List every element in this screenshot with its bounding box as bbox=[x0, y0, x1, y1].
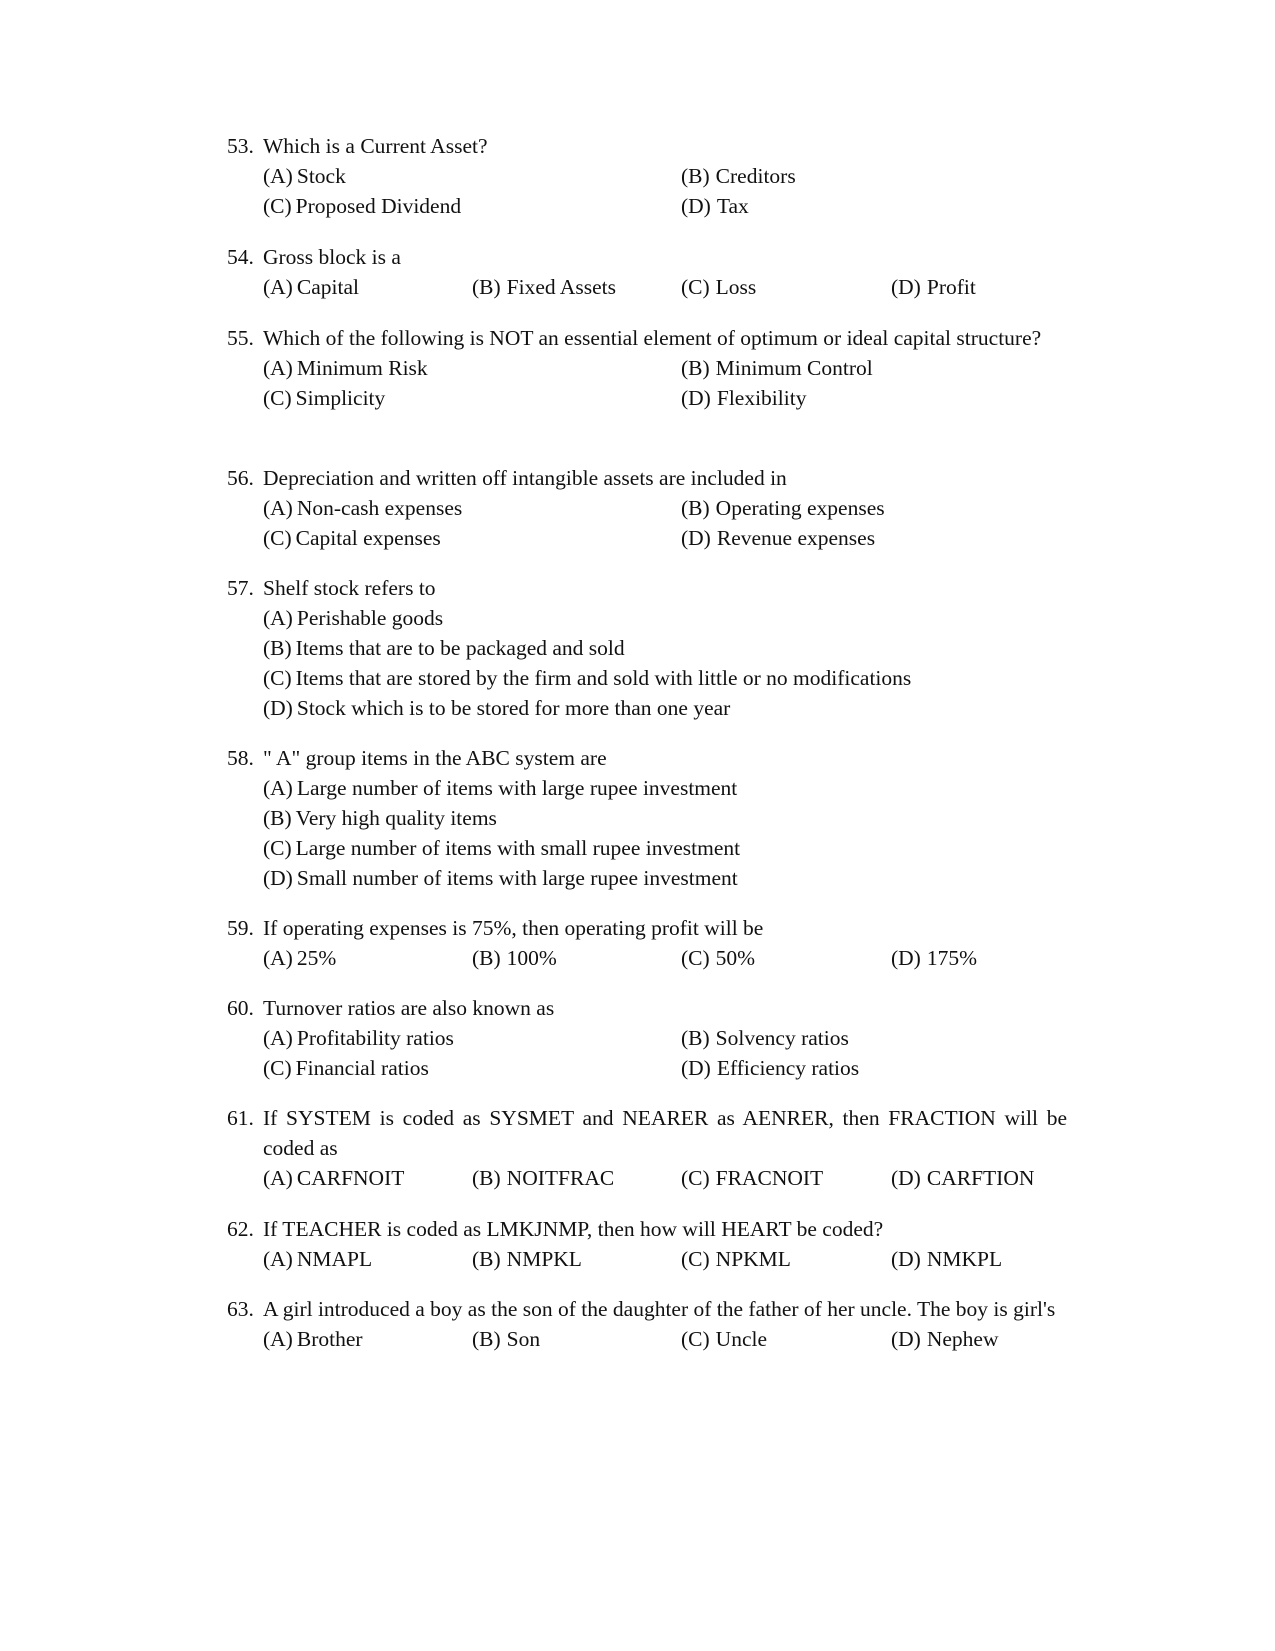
question-stem bbox=[227, 323, 1067, 353]
question-63 bbox=[227, 1294, 1067, 1354]
question-57 bbox=[227, 573, 1067, 723]
option-c bbox=[263, 523, 441, 553]
question-stem bbox=[227, 993, 1067, 1023]
option-d bbox=[681, 1053, 859, 1083]
question-58 bbox=[227, 743, 1067, 893]
option-letter: (D) bbox=[891, 1166, 921, 1190]
question-stem bbox=[227, 573, 1067, 603]
option-a bbox=[263, 353, 428, 383]
option-row bbox=[263, 663, 1067, 693]
option-d bbox=[891, 1244, 1002, 1274]
option-letter: (A) bbox=[263, 275, 293, 299]
options bbox=[263, 1163, 1067, 1193]
option-c bbox=[681, 1244, 791, 1274]
option-a bbox=[263, 1163, 404, 1193]
question-53 bbox=[227, 131, 1067, 221]
question-text: A girl introduced a boy as the son of the daughter of the father of her uncle. The boy is girl's bbox=[263, 1297, 1056, 1321]
question-text: If operating expenses is 75%, then operating profit will be bbox=[263, 916, 764, 940]
option-row bbox=[263, 1023, 1067, 1053]
option-row bbox=[263, 803, 1067, 833]
question-text: Which of the following is NOT an essential element of optimum or ideal capital structure? bbox=[263, 326, 1042, 350]
question-number: 63. bbox=[227, 1297, 254, 1321]
option-a bbox=[263, 1324, 363, 1354]
option-text: NOITFRAC bbox=[506, 1166, 615, 1190]
option-text: NMPKL bbox=[506, 1247, 582, 1271]
option-c bbox=[263, 383, 385, 413]
question-stem bbox=[227, 1294, 1067, 1324]
option-text: NPKML bbox=[715, 1247, 791, 1271]
question-59 bbox=[227, 913, 1067, 973]
option-text: Capital bbox=[296, 275, 359, 299]
option-d bbox=[263, 863, 738, 893]
option-text: Financial ratios bbox=[295, 1056, 429, 1080]
option-c bbox=[681, 1324, 767, 1354]
option-row bbox=[263, 773, 1067, 803]
option-text: Capital expenses bbox=[295, 526, 441, 550]
option-text: Brother bbox=[296, 1327, 363, 1351]
option-text: Loss bbox=[715, 275, 757, 299]
question-text: If SYSTEM is coded as SYSMET and NEARER as AENRER, then FRACTION will be coded as bbox=[263, 1106, 1067, 1160]
option-c bbox=[681, 1163, 823, 1193]
option-text: Uncle bbox=[715, 1327, 768, 1351]
question-55 bbox=[227, 323, 1067, 413]
option-letter: (C) bbox=[263, 1056, 292, 1080]
option-text: Items that are stored by the firm and sold with little or no modifications bbox=[295, 666, 912, 690]
question-text: Gross block is a bbox=[263, 245, 401, 269]
question-text: Turnover ratios are also known as bbox=[263, 996, 555, 1020]
option-text: Very high quality items bbox=[295, 806, 497, 830]
option-text: Creditors bbox=[715, 164, 796, 188]
question-number: 62. bbox=[227, 1217, 254, 1241]
option-letter: (D) bbox=[681, 386, 711, 410]
option-row bbox=[263, 693, 1067, 723]
option-letter: (B) bbox=[472, 275, 501, 299]
option-letter: (D) bbox=[681, 194, 711, 218]
option-text: Non-cash expenses bbox=[296, 496, 463, 520]
question-stem bbox=[227, 1214, 1067, 1244]
option-letter: (C) bbox=[263, 836, 292, 860]
option-text: Nephew bbox=[926, 1327, 999, 1351]
option-d bbox=[681, 523, 875, 553]
question-number: 57. bbox=[227, 576, 254, 600]
option-letter: (B) bbox=[472, 1327, 501, 1351]
option-letter: (B) bbox=[472, 1166, 501, 1190]
option-text: Perishable goods bbox=[296, 606, 444, 630]
option-b bbox=[681, 1023, 849, 1053]
options bbox=[263, 493, 1067, 553]
option-row bbox=[263, 943, 1067, 973]
option-letter: (A) bbox=[263, 356, 293, 380]
option-text: Large number of items with large rupee investment bbox=[296, 776, 738, 800]
option-c bbox=[681, 272, 756, 302]
options bbox=[263, 943, 1067, 973]
option-text: Proposed Dividend bbox=[295, 194, 462, 218]
options bbox=[263, 603, 1067, 723]
option-a bbox=[263, 1023, 454, 1053]
option-text: 175% bbox=[926, 946, 978, 970]
option-d bbox=[891, 943, 977, 973]
option-text: CARFNOIT bbox=[296, 1166, 405, 1190]
question-number: 55. bbox=[227, 326, 254, 350]
option-text: Minimum Control bbox=[715, 356, 873, 380]
option-c bbox=[263, 663, 911, 693]
option-b bbox=[681, 353, 873, 383]
option-b bbox=[472, 1163, 614, 1193]
option-text: Flexibility bbox=[716, 386, 807, 410]
option-letter: (B) bbox=[472, 1247, 501, 1271]
options bbox=[263, 161, 1067, 221]
question-text: Shelf stock refers to bbox=[263, 576, 436, 600]
option-text: Small number of items with large rupee investment bbox=[296, 866, 738, 890]
option-text: NMKPL bbox=[926, 1247, 1003, 1271]
question-stem bbox=[227, 242, 1067, 272]
option-c bbox=[263, 191, 461, 221]
option-a bbox=[263, 161, 346, 191]
question-text: If TEACHER is coded as LMKJNMP, then how will HEART be coded? bbox=[263, 1217, 884, 1241]
option-letter: (C) bbox=[263, 386, 292, 410]
option-a bbox=[263, 943, 336, 973]
option-row bbox=[263, 383, 1067, 413]
option-letter: (C) bbox=[263, 666, 292, 690]
option-letter: (D) bbox=[263, 866, 293, 890]
option-b bbox=[472, 1324, 540, 1354]
option-d bbox=[891, 272, 976, 302]
option-letter: (A) bbox=[263, 1166, 293, 1190]
option-letter: (C) bbox=[681, 275, 710, 299]
option-row bbox=[263, 353, 1067, 383]
option-letter: (C) bbox=[263, 526, 292, 550]
option-b bbox=[472, 943, 557, 973]
option-letter: (B) bbox=[263, 636, 292, 660]
option-text: NMAPL bbox=[296, 1247, 373, 1271]
option-b bbox=[472, 272, 616, 302]
question-text: Depreciation and written off intangible assets are included in bbox=[263, 466, 787, 490]
option-letter: (A) bbox=[263, 776, 293, 800]
option-text: Minimum Risk bbox=[296, 356, 428, 380]
option-c bbox=[263, 833, 740, 863]
option-letter: (D) bbox=[263, 696, 293, 720]
option-d bbox=[263, 693, 730, 723]
option-letter: (A) bbox=[263, 946, 293, 970]
option-letter: (C) bbox=[681, 1166, 710, 1190]
option-letter: (A) bbox=[263, 1026, 293, 1050]
option-text: Profitability ratios bbox=[296, 1026, 454, 1050]
question-stem bbox=[227, 1103, 1067, 1163]
option-text: 25% bbox=[296, 946, 337, 970]
option-letter: (C) bbox=[681, 946, 710, 970]
option-a bbox=[263, 272, 359, 302]
option-a bbox=[263, 493, 462, 523]
question-60 bbox=[227, 993, 1067, 1083]
option-row bbox=[263, 1163, 1067, 1193]
question-number: 60. bbox=[227, 996, 254, 1020]
option-letter: (D) bbox=[681, 1056, 711, 1080]
option-letter: (C) bbox=[681, 1327, 710, 1351]
option-text: Revenue expenses bbox=[716, 526, 876, 550]
options bbox=[263, 773, 1067, 893]
option-text: Son bbox=[506, 1327, 541, 1351]
question-number: 56. bbox=[227, 466, 254, 490]
option-text: Solvency ratios bbox=[715, 1026, 849, 1050]
options bbox=[263, 1324, 1067, 1354]
option-letter: (C) bbox=[263, 194, 292, 218]
option-letter: (B) bbox=[681, 1026, 710, 1050]
options bbox=[263, 353, 1067, 413]
option-text: FRACNOIT bbox=[715, 1166, 824, 1190]
option-row bbox=[263, 191, 1067, 221]
option-text: CARFTION bbox=[926, 1166, 1035, 1190]
question-62 bbox=[227, 1214, 1067, 1274]
question-stem bbox=[227, 913, 1067, 943]
option-letter: (D) bbox=[891, 1327, 921, 1351]
option-row bbox=[263, 603, 1067, 633]
option-row bbox=[263, 523, 1067, 553]
option-text: Large number of items with small rupee investment bbox=[295, 836, 741, 860]
question-number: 54. bbox=[227, 245, 254, 269]
option-letter: (B) bbox=[263, 806, 292, 830]
option-text: Fixed Assets bbox=[506, 275, 616, 299]
option-row bbox=[263, 1324, 1067, 1354]
option-text: Tax bbox=[716, 194, 749, 218]
option-b bbox=[472, 1244, 582, 1274]
option-c bbox=[263, 1053, 429, 1083]
question-stem bbox=[227, 743, 1067, 773]
question-61 bbox=[227, 1103, 1067, 1193]
option-letter: (D) bbox=[681, 526, 711, 550]
option-letter: (B) bbox=[681, 496, 710, 520]
option-b bbox=[681, 161, 796, 191]
option-row bbox=[263, 493, 1067, 523]
option-text: 50% bbox=[715, 946, 756, 970]
option-c bbox=[681, 943, 755, 973]
option-b bbox=[263, 803, 497, 833]
option-d bbox=[891, 1163, 1034, 1193]
question-stem bbox=[227, 131, 1067, 161]
option-d bbox=[891, 1324, 999, 1354]
option-row bbox=[263, 833, 1067, 863]
options bbox=[263, 272, 1067, 302]
option-letter: (A) bbox=[263, 606, 293, 630]
option-row bbox=[263, 1053, 1067, 1083]
option-row bbox=[263, 272, 1067, 302]
option-letter: (A) bbox=[263, 1247, 293, 1271]
option-text: Stock bbox=[296, 164, 346, 188]
option-a bbox=[263, 773, 737, 803]
option-text: Profit bbox=[926, 275, 976, 299]
option-row bbox=[263, 161, 1067, 191]
option-row bbox=[263, 1244, 1067, 1274]
question-stem bbox=[227, 463, 1067, 493]
option-row bbox=[263, 863, 1067, 893]
option-text: Efficiency ratios bbox=[716, 1056, 860, 1080]
option-text: Operating expenses bbox=[715, 496, 885, 520]
option-text: 100% bbox=[506, 946, 557, 970]
option-letter: (D) bbox=[891, 946, 921, 970]
option-letter: (C) bbox=[681, 1247, 710, 1271]
question-number: 61. bbox=[227, 1106, 254, 1130]
question-number: 58. bbox=[227, 746, 254, 770]
option-d bbox=[681, 383, 806, 413]
option-text: Stock which is to be stored for more than one year bbox=[296, 696, 731, 720]
option-letter: (A) bbox=[263, 496, 293, 520]
options bbox=[263, 1023, 1067, 1083]
option-b bbox=[681, 493, 885, 523]
question-number: 53. bbox=[227, 134, 254, 158]
option-letter: (A) bbox=[263, 164, 293, 188]
option-row bbox=[263, 633, 1067, 663]
option-letter: (B) bbox=[681, 164, 710, 188]
option-letter: (D) bbox=[891, 275, 921, 299]
question-56 bbox=[227, 463, 1067, 553]
question-text: Which is a Current Asset? bbox=[263, 134, 488, 158]
option-letter: (A) bbox=[263, 1327, 293, 1351]
option-letter: (B) bbox=[681, 356, 710, 380]
option-b bbox=[263, 633, 625, 663]
option-d bbox=[681, 191, 749, 221]
options bbox=[263, 1244, 1067, 1274]
question-54 bbox=[227, 242, 1067, 302]
option-a bbox=[263, 1244, 372, 1274]
option-a bbox=[263, 603, 443, 633]
option-text: Simplicity bbox=[295, 386, 386, 410]
question-text: " A" group items in the ABC system are bbox=[263, 746, 607, 770]
option-text: Items that are to be packaged and sold bbox=[295, 636, 625, 660]
option-letter: (D) bbox=[891, 1247, 921, 1271]
option-letter: (B) bbox=[472, 946, 501, 970]
question-number: 59. bbox=[227, 916, 254, 940]
